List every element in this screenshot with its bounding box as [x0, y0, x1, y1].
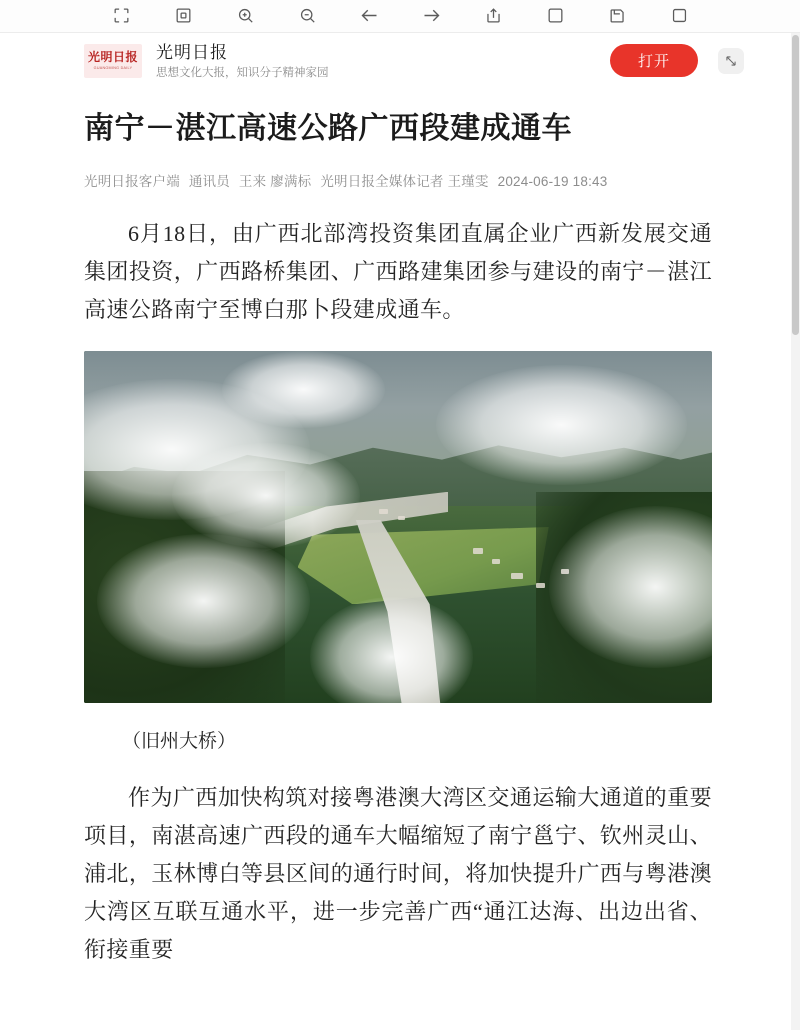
zoom-out-icon[interactable] [295, 3, 319, 27]
copy-icon[interactable] [543, 3, 567, 27]
publisher-logo-cn: 光明日报 [87, 50, 138, 64]
publisher-text [156, 42, 329, 81]
photo-caption: （旧州大桥） [122, 731, 237, 752]
byline-reporter: 光明日报全媒体记者 王瑾雯 [320, 174, 489, 189]
publisher-logo [84, 44, 142, 78]
zoom-fit-icon[interactable] [109, 3, 133, 27]
zoom-actual-icon[interactable] [171, 3, 195, 27]
share-icon[interactable] [481, 3, 505, 27]
article-photo [84, 351, 712, 703]
image-viewer-toolbar [0, 0, 800, 33]
byline-timestamp: 2024-06-19 18:43 [497, 174, 608, 189]
open-app-button[interactable]: 打开 [610, 44, 698, 77]
forward-arrow-icon[interactable] [419, 3, 443, 27]
more-icon[interactable] [667, 3, 691, 27]
publisher-header [0, 33, 800, 85]
byline-authors: 王来 廖满标 [238, 174, 312, 189]
publisher-logo-en: GUANGMING DAILY [93, 65, 133, 70]
article-paragraph-1: 6月18日，由广西北部湾投资集团直属企业广西新发展交通集团投资，广西路桥集团、广西路建集团参与建设的南宁－湛江高速公路南宁至博白那卜段建成通车。 [84, 221, 712, 322]
publisher-name: 光明日报 [156, 42, 228, 62]
save-icon[interactable] [605, 3, 629, 27]
article-body [0, 107, 800, 969]
page-title: 南宁－湛江高速公路广西段建成通车 [84, 112, 572, 145]
zoom-in-icon[interactable] [233, 3, 257, 27]
page-scrollbar[interactable] [791, 33, 800, 1030]
external-link-icon[interactable] [718, 48, 744, 74]
byline [84, 171, 712, 193]
byline-source: 光明日报客户端 [84, 174, 180, 189]
back-arrow-icon[interactable] [357, 3, 381, 27]
publisher-slogan: 思想文化大报，知识分子精神家园 [156, 66, 329, 79]
article-page [0, 33, 800, 1030]
article-paragraph-2: 作为广西加快构筑对接粤港澳大湾区交通运输大通道的重要项目，南湛高速广西段的通车大幅缩短了南宁邕宁、钦州灵山、浦北，玉林博白等县区间的通行时间，将加快提升广西与粤港澳大湾区互联互通水平，进一步完善广西“通江达海、出边出省、衔接重要 [84, 785, 712, 962]
byline-role: 通讯员 [188, 174, 230, 189]
